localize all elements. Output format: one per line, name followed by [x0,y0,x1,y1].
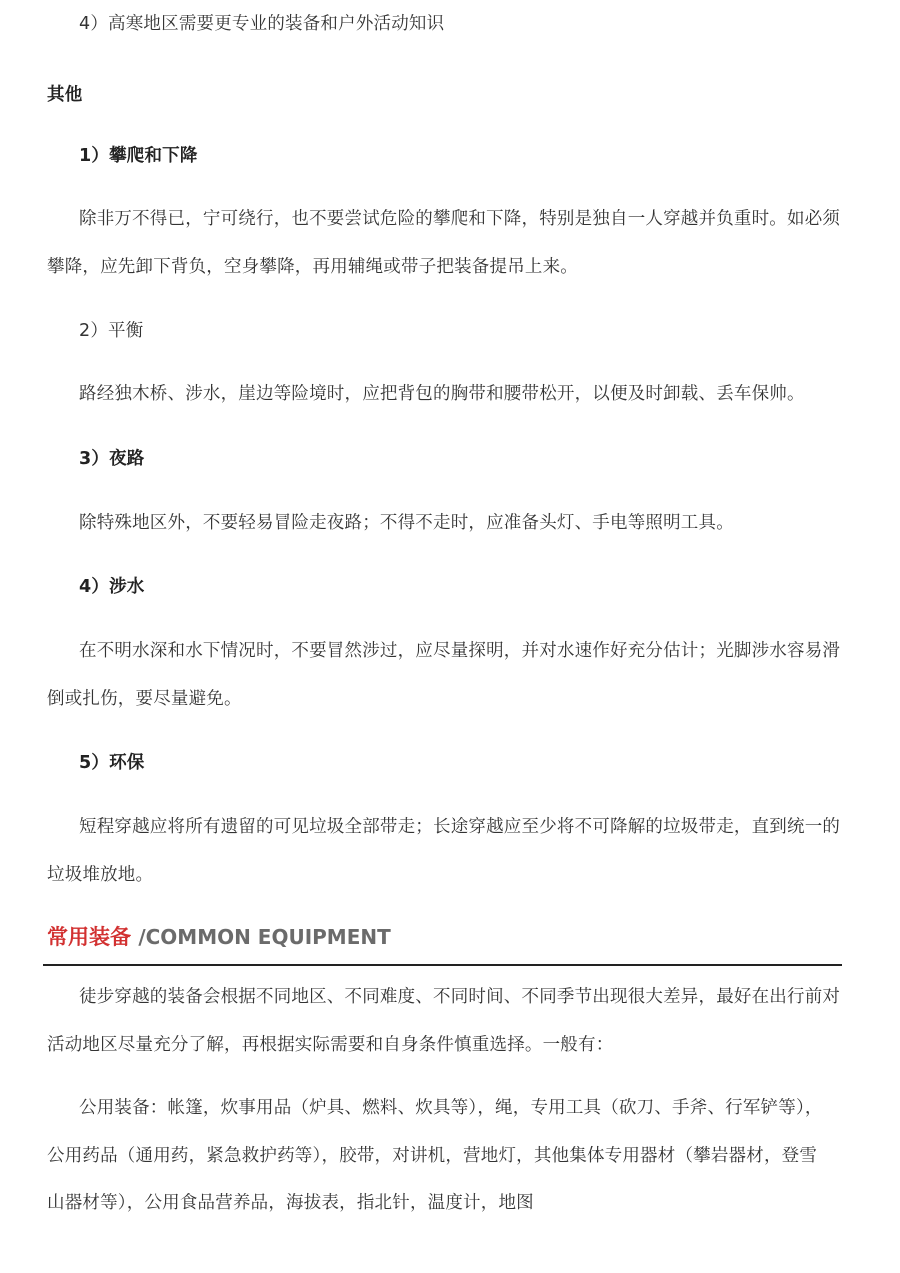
paragraph-equipment-intro-line1: 徒步穿越的装备会根据不同地区、不同难度、不同时间、不同季节出现很大差异，最好在出行前对 [79,987,841,1007]
paragraph-environment-line2: 垃圾堆放地。 [47,865,154,885]
paragraph-high-cold-regions: 4）高寒地区需要更专业的装备和户外活动知识 [79,14,445,34]
subheading-climb-descend: 1）攀爬和下降 [79,146,198,166]
section-title-cn: 常用装备 [47,925,131,949]
paragraph-environment-line1: 短程穿越应将所有遗留的可见垃圾全部带走；长途穿越应至少将不可降解的垃圾带走，直到统一的 [79,817,841,837]
subheading-night-road: 3）夜路 [79,449,145,469]
heading-other: 其他 [47,85,83,105]
section-title-en: /COMMON EQUIPMENT [138,925,391,949]
subheading-environment: 5）环保 [79,753,145,773]
paragraph-wading-line2: 倒或扎伤，要尽量避免。 [47,689,242,709]
paragraph-climb-line2: 攀降，应先卸下背负，空身攀降，再用辅绳或带子把装备提吊上来。 [47,257,578,277]
subheading-balance: 2）平衡 [79,321,144,341]
paragraph-climb-line1: 除非万不得已，宁可绕行，也不要尝试危险的攀爬和下降，特别是独自一人穿越并负重时。如必须 [79,209,841,229]
paragraph-public-gear-line3: 山器材等），公用食品营养品，海拔表，指北针，温度计，地图 [47,1193,534,1213]
paragraph-balance: 路经独木桥、涉水，崖边等险境时，应把背包的胸带和腰带松开，以便及时卸载、丢车保帅。 [79,384,805,404]
paragraph-wading-line1: 在不明水深和水下情况时，不要冒然涉过，应尽量探明，并对水速作好充分估计；光脚涉水容易滑 [79,641,841,661]
paragraph-public-gear-line1: 公用装备：帐篷，炊事用品（炉具、燃料、炊具等），绳，专用工具（砍刀、手斧、行军铲等）， [79,1098,823,1118]
paragraph-public-gear-line2: 公用药品（通用药，紧急救护药等），胶带，对讲机，营地灯，其他集体专用器材（攀岩器材，登雪 [47,1146,818,1166]
paragraph-equipment-intro-line2: 活动地区尽量充分了解，再根据实际需要和自身条件慎重选择。一般有： [47,1035,614,1055]
section-title-common-equipment [47,922,391,952]
subheading-wading: 4）涉水 [79,577,145,597]
paragraph-night-road: 除特殊地区外，不要轻易冒险走夜路；不得不走时，应准备头灯、手电等照明工具。 [79,513,734,533]
section-divider [43,964,842,966]
